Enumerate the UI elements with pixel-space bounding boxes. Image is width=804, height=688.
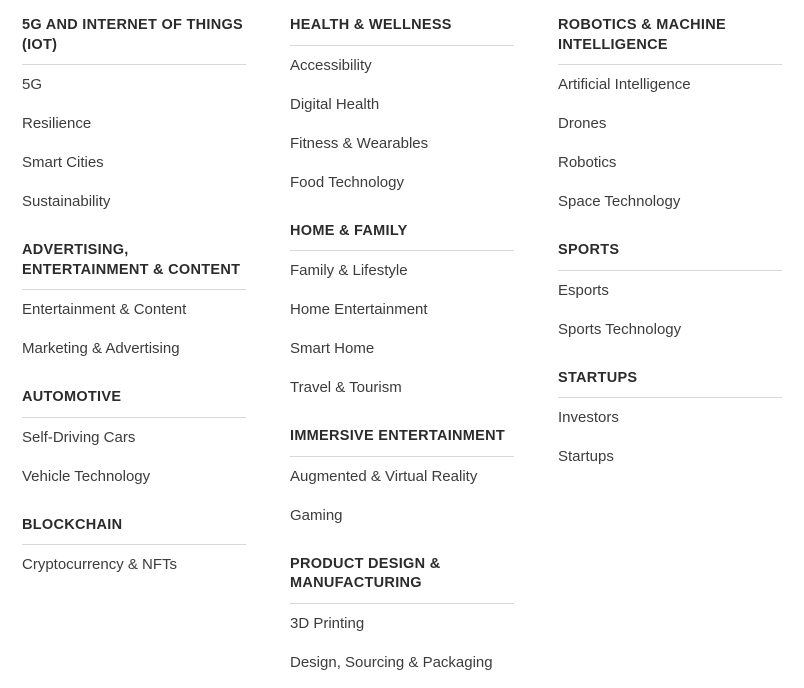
category-group-heading: PRODUCT DESIGN & MANUFACTURING	[290, 541, 514, 604]
category-list	[558, 65, 782, 221]
category-link[interactable]: Space Technology	[558, 193, 681, 211]
category-link[interactable]: Drones	[558, 115, 607, 133]
category-link[interactable]: Sustainability	[22, 193, 111, 211]
list-item	[290, 124, 514, 163]
list-item	[290, 457, 514, 496]
list-item	[558, 398, 782, 437]
category-link[interactable]: 3D Printing	[290, 614, 365, 632]
category-group	[290, 541, 514, 682]
list-item	[290, 496, 514, 535]
category-group-heading: SPORTS	[558, 227, 782, 271]
category-list	[22, 290, 246, 368]
list-item	[290, 290, 514, 329]
category-group-heading: IMMERSIVE ENTERTAINMENT	[290, 413, 514, 457]
category-list	[22, 65, 246, 221]
list-item	[290, 604, 514, 643]
category-group	[558, 0, 782, 221]
category-list	[290, 46, 514, 202]
category-link[interactable]: Artificial Intelligence	[558, 76, 691, 94]
category-list	[558, 271, 782, 349]
list-item	[22, 104, 246, 143]
category-group	[22, 502, 246, 585]
category-link[interactable]: Travel & Tourism	[290, 379, 402, 397]
list-item	[290, 329, 514, 368]
list-item	[290, 163, 514, 202]
category-list	[558, 398, 782, 476]
category-group	[558, 227, 782, 349]
category-link[interactable]: Digital Health	[290, 95, 380, 113]
list-item	[22, 290, 246, 329]
category-group-heading: HEALTH & WELLNESS	[290, 0, 514, 46]
category-link[interactable]: Home Entertainment	[290, 301, 428, 319]
category-group-heading: STARTUPS	[558, 355, 782, 399]
category-group-heading: ADVERTISING, ENTERTAINMENT & CONTENT	[22, 227, 246, 290]
category-link[interactable]: Fitness & Wearables	[290, 134, 429, 152]
category-link[interactable]: Resilience	[22, 115, 92, 133]
list-item	[22, 418, 246, 457]
list-item	[558, 65, 782, 104]
list-item	[22, 182, 246, 221]
list-item	[558, 310, 782, 349]
category-group	[290, 0, 514, 202]
category-link[interactable]: Smart Cities	[22, 154, 104, 172]
list-item	[290, 643, 514, 682]
category-link[interactable]: Sports Technology	[558, 320, 682, 338]
category-link[interactable]: Design, Sourcing & Packaging	[290, 653, 493, 671]
list-item	[22, 65, 246, 104]
category-group-heading: BLOCKCHAIN	[22, 502, 246, 546]
category-link[interactable]: Smart Home	[290, 340, 375, 358]
category-list	[22, 418, 246, 496]
category-link[interactable]: Marketing & Advertising	[22, 340, 180, 358]
category-group-heading: 5G AND INTERNET OF THINGS (IOT)	[22, 0, 246, 65]
category-link[interactable]: Investors	[558, 409, 619, 427]
category-link[interactable]: Entertainment & Content	[22, 301, 187, 319]
list-item	[22, 143, 246, 182]
category-group	[22, 374, 246, 496]
category-list	[22, 545, 246, 584]
category-group	[22, 227, 246, 368]
list-item	[290, 368, 514, 407]
category-list	[290, 457, 514, 535]
category-group-heading: ROBOTICS & MACHINE INTELLIGENCE	[558, 0, 782, 65]
category-link[interactable]: Robotics	[558, 154, 617, 172]
category-link[interactable]: Cryptocurrency & NFTs	[22, 556, 178, 574]
category-column	[536, 0, 804, 482]
category-group	[290, 208, 514, 408]
category-link[interactable]: Esports	[558, 281, 609, 299]
category-link[interactable]: Gaming	[290, 506, 343, 524]
list-item	[290, 251, 514, 290]
category-group	[22, 0, 246, 221]
list-item	[558, 104, 782, 143]
category-list	[290, 604, 514, 682]
list-item	[22, 457, 246, 496]
category-link[interactable]: Self-Driving Cars	[22, 428, 136, 446]
category-group-heading: HOME & FAMILY	[290, 208, 514, 252]
list-item	[558, 437, 782, 476]
category-column	[268, 0, 536, 688]
list-item	[290, 46, 514, 85]
category-group	[558, 355, 782, 477]
list-item	[558, 143, 782, 182]
category-group-heading: AUTOMOTIVE	[22, 374, 246, 418]
category-link[interactable]: Family & Lifestyle	[290, 262, 408, 280]
category-link[interactable]: Food Technology	[290, 173, 404, 191]
list-item	[558, 271, 782, 310]
list-item	[558, 182, 782, 221]
category-link[interactable]: Accessibility	[290, 56, 372, 74]
category-link[interactable]: Startups	[558, 448, 614, 466]
list-item	[22, 545, 246, 584]
category-group	[290, 413, 514, 535]
category-link[interactable]: 5G	[22, 76, 43, 94]
category-list	[290, 251, 514, 407]
list-item	[290, 85, 514, 124]
category-column	[0, 0, 268, 590]
list-item	[22, 329, 246, 368]
category-link[interactable]: Augmented & Virtual Reality	[290, 467, 478, 485]
category-link[interactable]: Vehicle Technology	[22, 467, 151, 485]
